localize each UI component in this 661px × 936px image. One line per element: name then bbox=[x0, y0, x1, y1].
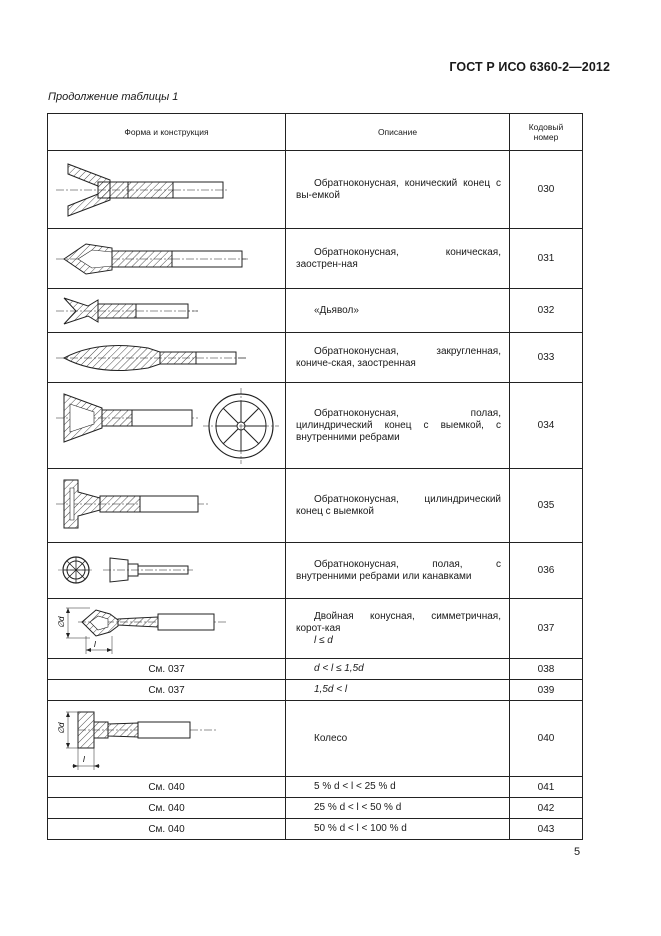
description-cell bbox=[286, 659, 510, 680]
bur-drawing-040 bbox=[48, 702, 284, 776]
dim-d-label: ∅d bbox=[57, 616, 66, 628]
page-number: 5 bbox=[574, 846, 581, 858]
table-row bbox=[48, 151, 583, 229]
drawing-cell bbox=[48, 151, 286, 229]
table-row bbox=[48, 289, 583, 333]
code-cell: 038 bbox=[510, 659, 583, 680]
code-cell: 030 bbox=[510, 151, 583, 229]
see-reference-cell: См. 040 bbox=[48, 819, 286, 840]
drawing-cell bbox=[48, 229, 286, 289]
description-cell bbox=[286, 383, 510, 469]
table-row bbox=[48, 680, 583, 701]
table-row bbox=[48, 659, 583, 680]
description-cell bbox=[286, 680, 510, 701]
description-cell bbox=[286, 798, 510, 819]
dim-d-label: ∅d bbox=[57, 722, 66, 734]
code-cell: 042 bbox=[510, 798, 583, 819]
col-header-code-line1: Кодовый bbox=[528, 122, 564, 132]
table-row bbox=[48, 383, 583, 469]
code-cell: 034 bbox=[510, 383, 583, 469]
table-row bbox=[48, 229, 583, 289]
table-row bbox=[48, 599, 583, 659]
dim-l-label: l bbox=[94, 639, 96, 649]
see-reference-cell: См. 037 bbox=[48, 680, 286, 701]
description-cell bbox=[286, 599, 510, 659]
bur-drawing-031 bbox=[48, 230, 284, 288]
description-text: Обратноконусная, конический конец с вы-емкой bbox=[296, 177, 501, 201]
bur-drawing-034 bbox=[48, 384, 284, 468]
drawing-cell bbox=[48, 599, 286, 659]
code-cell: 031 bbox=[510, 229, 583, 289]
document-header: ГОСТ Р ИСО 6360-2—2012 bbox=[449, 60, 610, 74]
bur-drawing-036 bbox=[48, 544, 284, 598]
description-text: 5 % d < l < 25 % d bbox=[314, 781, 396, 792]
description-cell bbox=[286, 543, 510, 599]
code-cell: 036 bbox=[510, 543, 583, 599]
description-cell bbox=[286, 469, 510, 543]
description-text: 1,5d < l bbox=[314, 684, 348, 695]
description-cell bbox=[286, 289, 510, 333]
description-cell bbox=[286, 819, 510, 840]
table-row bbox=[48, 819, 583, 840]
burs-table bbox=[47, 113, 583, 840]
description-text: 25 % d < l < 50 % d bbox=[314, 802, 402, 813]
description-text: Колесо bbox=[314, 732, 348, 744]
description-text: Обратноконусная, закругленная, кониче-ская, заостренная bbox=[296, 345, 501, 369]
description-text: Обратноконусная, цилиндрический конец с выемкой bbox=[296, 493, 501, 517]
description-cell bbox=[286, 229, 510, 289]
code-cell: 033 bbox=[510, 333, 583, 383]
description-text: «Дьявол» bbox=[314, 304, 359, 316]
code-cell: 032 bbox=[510, 289, 583, 333]
bur-drawing-030 bbox=[48, 152, 284, 228]
table-row bbox=[48, 798, 583, 819]
code-cell: 039 bbox=[510, 680, 583, 701]
table-row bbox=[48, 543, 583, 599]
description-cell bbox=[286, 151, 510, 229]
description-text: Обратноконусная, полая, с внутренними ребрами или канавками bbox=[296, 558, 501, 582]
see-reference-cell: См. 040 bbox=[48, 777, 286, 798]
drawing-cell bbox=[48, 333, 286, 383]
code-cell: 035 bbox=[510, 469, 583, 543]
drawing-cell bbox=[48, 383, 286, 469]
code-cell: 041 bbox=[510, 777, 583, 798]
drawing-cell bbox=[48, 543, 286, 599]
description-text: Обратноконусная, коническая, заострен-ная bbox=[296, 246, 501, 270]
table-header-row bbox=[48, 114, 583, 151]
col-header-code-line2: номер bbox=[533, 132, 559, 142]
table-row bbox=[48, 469, 583, 543]
description-condition: l ≤ d bbox=[314, 634, 333, 646]
description-text: Обратноконусная, полая, цилиндрический конец с выемкой, с внутренними ребрами bbox=[296, 407, 501, 443]
drawing-cell bbox=[48, 289, 286, 333]
col-header-code bbox=[510, 114, 583, 151]
bur-drawing-033 bbox=[48, 334, 284, 382]
see-reference-cell: См. 037 bbox=[48, 659, 286, 680]
code-cell: 043 bbox=[510, 819, 583, 840]
description-cell bbox=[286, 333, 510, 383]
table-row bbox=[48, 701, 583, 777]
table-row bbox=[48, 333, 583, 383]
see-reference-cell: См. 040 bbox=[48, 798, 286, 819]
bur-drawing-032 bbox=[48, 290, 284, 332]
col-header-form: Форма и конструкция bbox=[48, 114, 286, 151]
drawing-cell bbox=[48, 469, 286, 543]
drawing-cell bbox=[48, 701, 286, 777]
table-caption: Продолжение таблицы 1 bbox=[48, 91, 179, 103]
dim-l-label: l bbox=[83, 754, 85, 764]
description-cell bbox=[286, 701, 510, 777]
code-cell: 037 bbox=[510, 599, 583, 659]
description-text: 50 % d < l < 100 % d bbox=[314, 823, 407, 834]
bur-drawing-035 bbox=[48, 470, 284, 542]
bur-drawing-037 bbox=[48, 600, 284, 658]
table-row bbox=[48, 777, 583, 798]
code-cell: 040 bbox=[510, 701, 583, 777]
col-header-description: Описание bbox=[286, 114, 510, 151]
description-text: Двойная конусная, симметричная, корот-кая bbox=[296, 610, 501, 634]
description-cell bbox=[286, 777, 510, 798]
description-text: d < l ≤ 1,5d bbox=[314, 663, 364, 674]
